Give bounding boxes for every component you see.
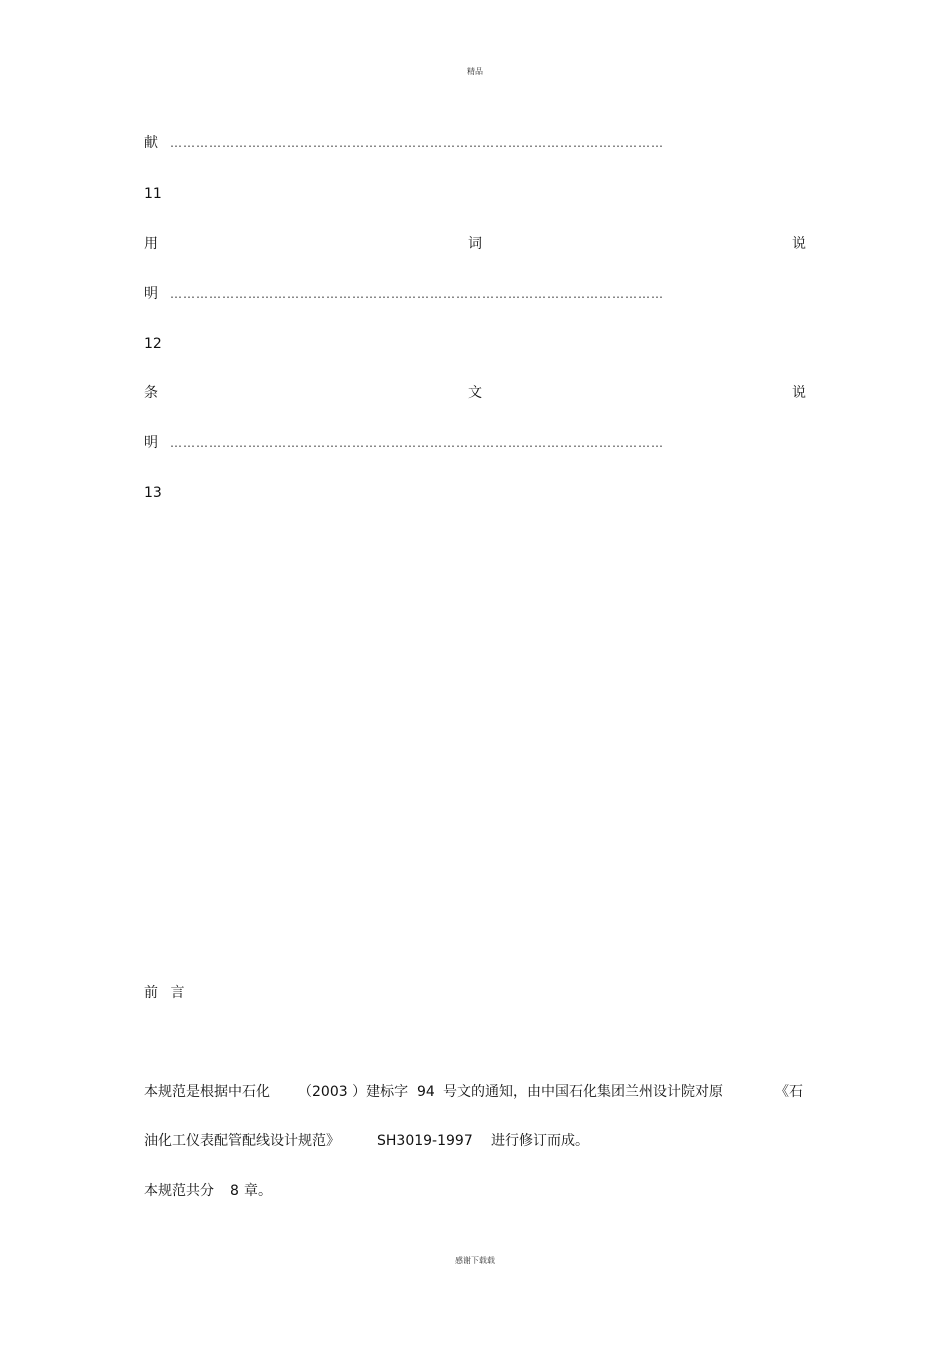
toc-char: 文 bbox=[468, 385, 482, 401]
toc-entry-tail-3: 明 bbox=[144, 435, 158, 451]
toc-char: 条 bbox=[144, 385, 158, 401]
toc-char: 说 bbox=[792, 385, 806, 401]
preface-p3-c: 章。 bbox=[244, 1183, 272, 1199]
page-footer: 感谢下载载 bbox=[455, 1256, 495, 1265]
toc-char: 词 bbox=[468, 236, 482, 252]
toc-entry-tail-2: 明 bbox=[144, 286, 158, 302]
preface-p2-c: 进行修订而成。 bbox=[491, 1133, 589, 1149]
preface-p1-a: 本规范是根据中石化 bbox=[144, 1084, 270, 1100]
preface-p1-d: 号文的通知，由中国石化集团兰州设计院对原 bbox=[443, 1084, 723, 1100]
preface-p1-b: （2003 ）建标字 bbox=[298, 1084, 409, 1100]
toc-leader-1: …………………………………………………………………………………………………… bbox=[170, 136, 664, 150]
toc-leader-3: …………………………………………………………………………………………………… bbox=[170, 436, 664, 450]
toc-page-3: 13 bbox=[144, 485, 162, 501]
preface-heading: 前 言 bbox=[144, 985, 189, 1001]
preface-p3-a: 本规范共分 bbox=[144, 1183, 214, 1199]
toc-entry-title-3 bbox=[144, 384, 806, 402]
toc-char: 用 bbox=[144, 236, 158, 252]
page-header: 精品 bbox=[467, 67, 483, 76]
toc-entry-title-2 bbox=[144, 235, 806, 253]
toc-entry-tail-1: 献 bbox=[144, 135, 158, 151]
preface-p1-e: 《石 bbox=[775, 1084, 803, 1100]
preface-p2-a: 油化工仪表配管配线设计规范》 bbox=[144, 1133, 340, 1149]
toc-page-2: 12 bbox=[144, 336, 162, 352]
preface-p3-b: 8 bbox=[230, 1183, 239, 1199]
toc-leader-2: …………………………………………………………………………………………………… bbox=[170, 287, 664, 301]
toc-page-1: 11 bbox=[144, 186, 162, 202]
preface-p2-b: SH3019-1997 bbox=[377, 1133, 473, 1149]
preface-p1-c: 94 bbox=[417, 1084, 435, 1100]
toc-char: 说 bbox=[792, 236, 806, 252]
